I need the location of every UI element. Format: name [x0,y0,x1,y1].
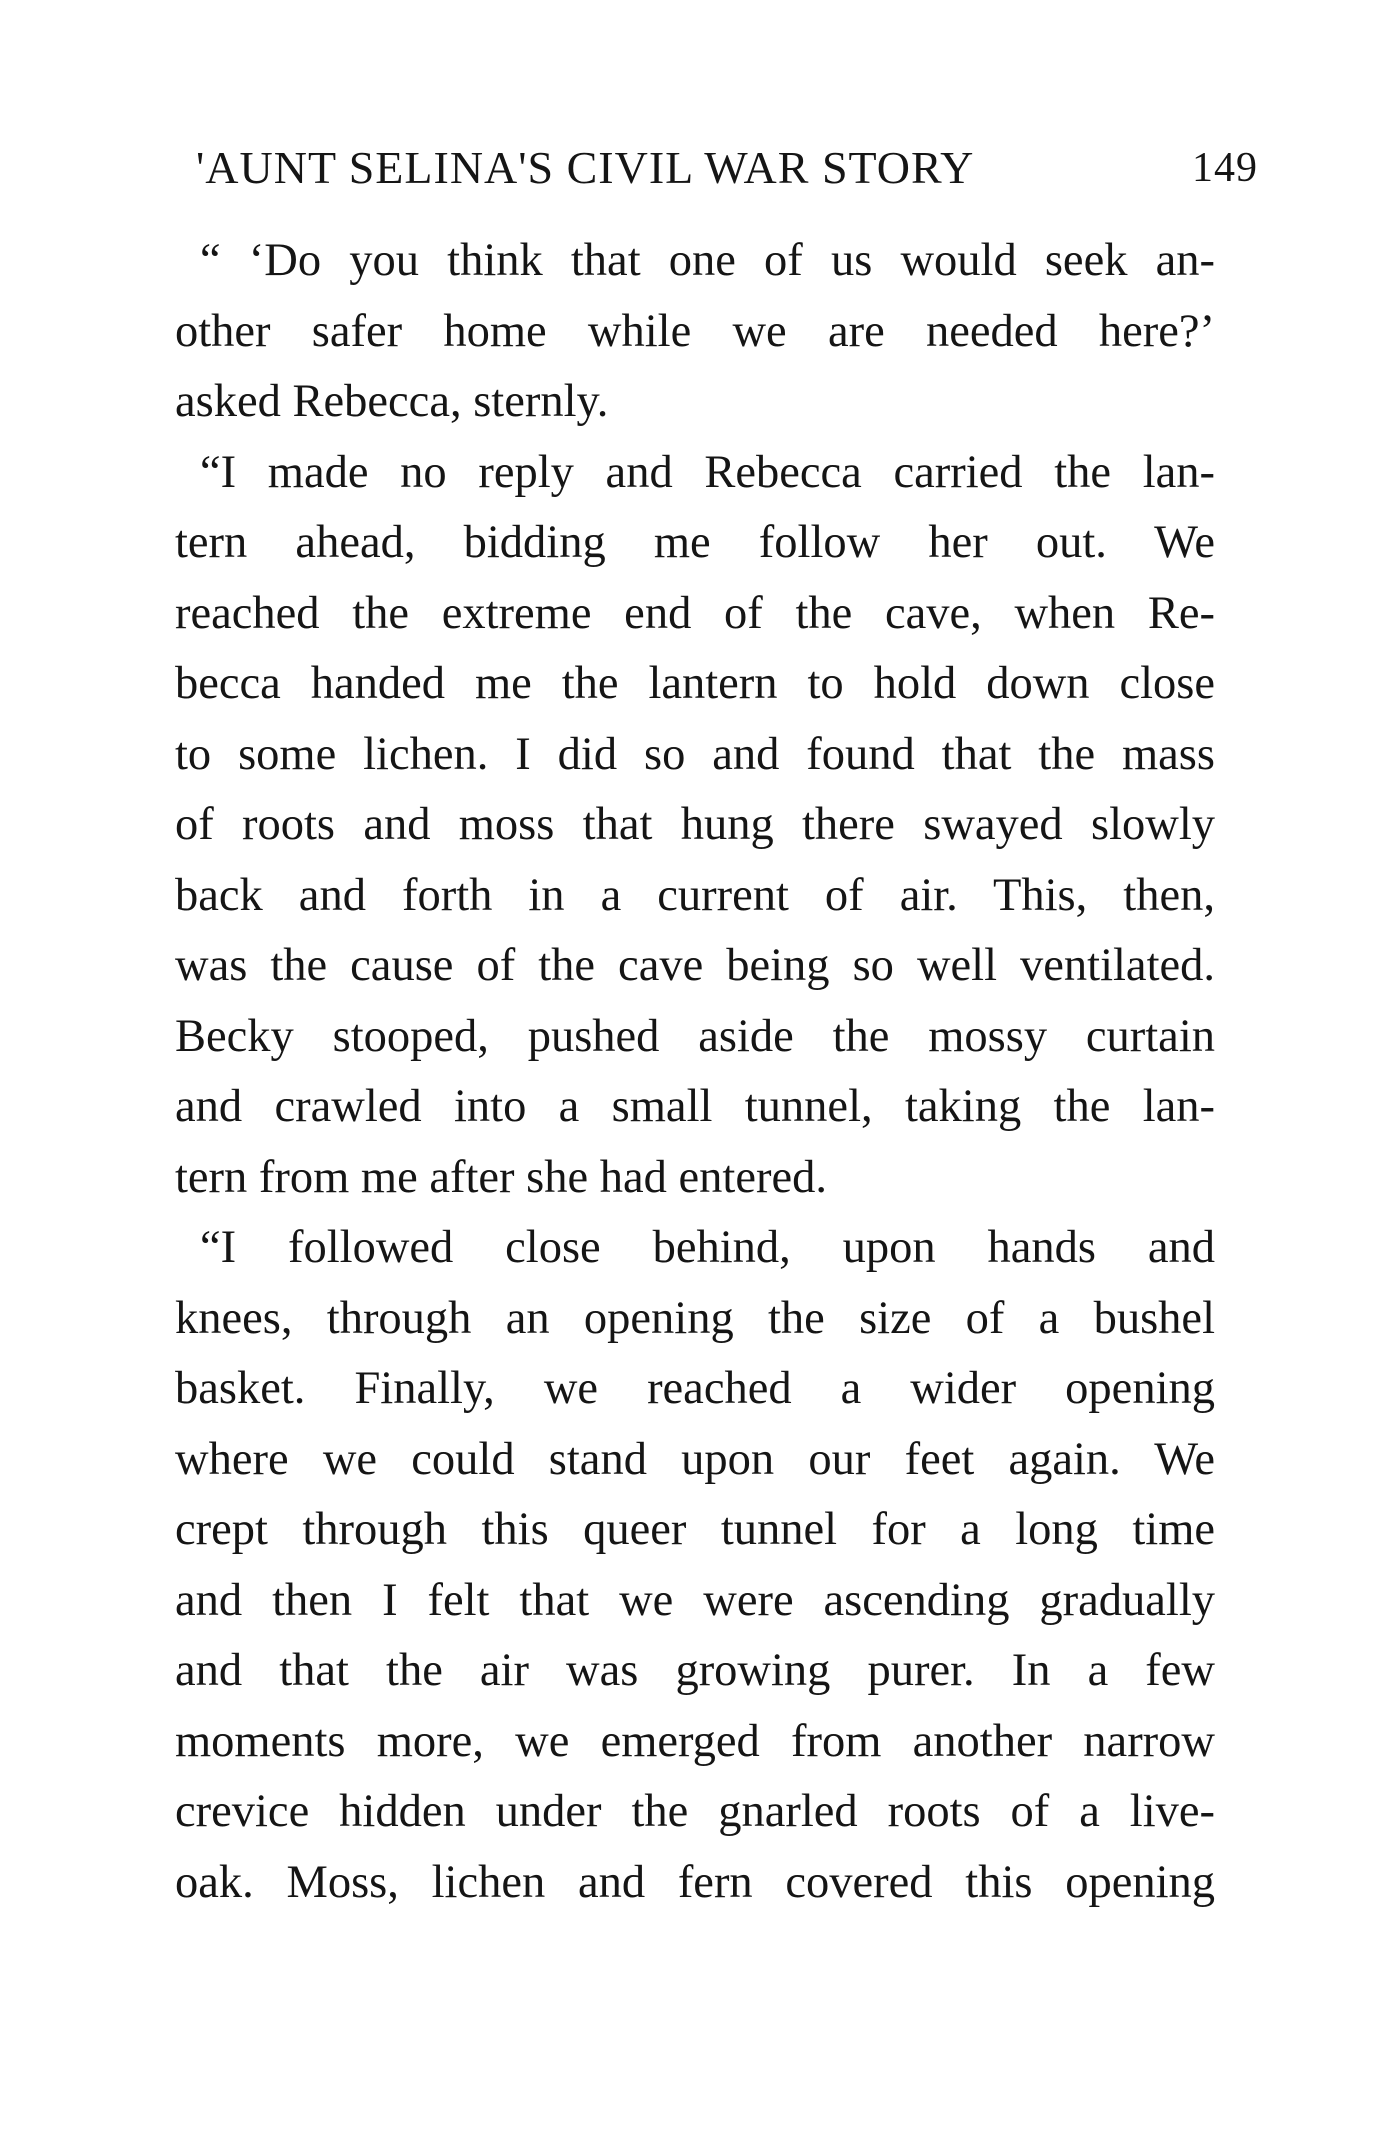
text-line: moments more, we emerged from another narrow [175,1715,1215,1767]
text-line: and then I felt that we were ascending gradually [175,1574,1215,1626]
text-line: “I made no reply and Rebecca carried the lan- [200,446,1215,498]
text-line: becca handed me the lantern to hold down close [175,658,1215,709]
text-line: where we could stand upon our feet again. We [175,1433,1215,1485]
text-line: asked Rebecca, sternly. [175,376,609,427]
text-line: reached the extreme end of the cave, when Re- [175,587,1215,639]
running-head [196,138,1258,198]
text-line: back and forth in a current of air. This, then, [175,869,1215,921]
text-line: to some lichen. I did so and found that the mass [175,728,1215,780]
chapter-title: 'AUNT SELINA'S CIVIL WAR STORY [196,142,975,193]
text-line: oak. Moss, lichen and fern covered this opening [175,1856,1215,1908]
text-line: crept through this queer tunnel for a long time [175,1504,1215,1555]
text-line: and that the air was growing purer. In a few [175,1645,1215,1696]
text-line: and crawled into a small tunnel, taking the lan- [175,1081,1215,1132]
text-line: was the cause of the cave being so well ventilated. [175,940,1215,991]
text-line: crevice hidden under the gnarled roots of a live- [175,1786,1215,1837]
text-line: of roots and moss that hung there swayed slowly [175,799,1215,850]
text-line: basket. Finally, we reached a wider opening [175,1363,1215,1414]
text-line: knees, through an opening the size of a bushel [175,1292,1215,1344]
text-line: tern ahead, bidding me follow her out. We [175,517,1215,568]
text-line: other safer home while we are needed here?’ [175,305,1215,357]
text-line: “ ‘Do you think that one of us would seek an- [200,235,1215,286]
text-line: Becky stooped, pushed aside the mossy curtain [175,1010,1215,1062]
page-number: 149 [1192,145,1258,191]
text-line: “I followed close behind, upon hands and [200,1222,1215,1273]
text-line: tern from me after she had entered. [175,1151,827,1203]
body-text [175,226,1215,1918]
